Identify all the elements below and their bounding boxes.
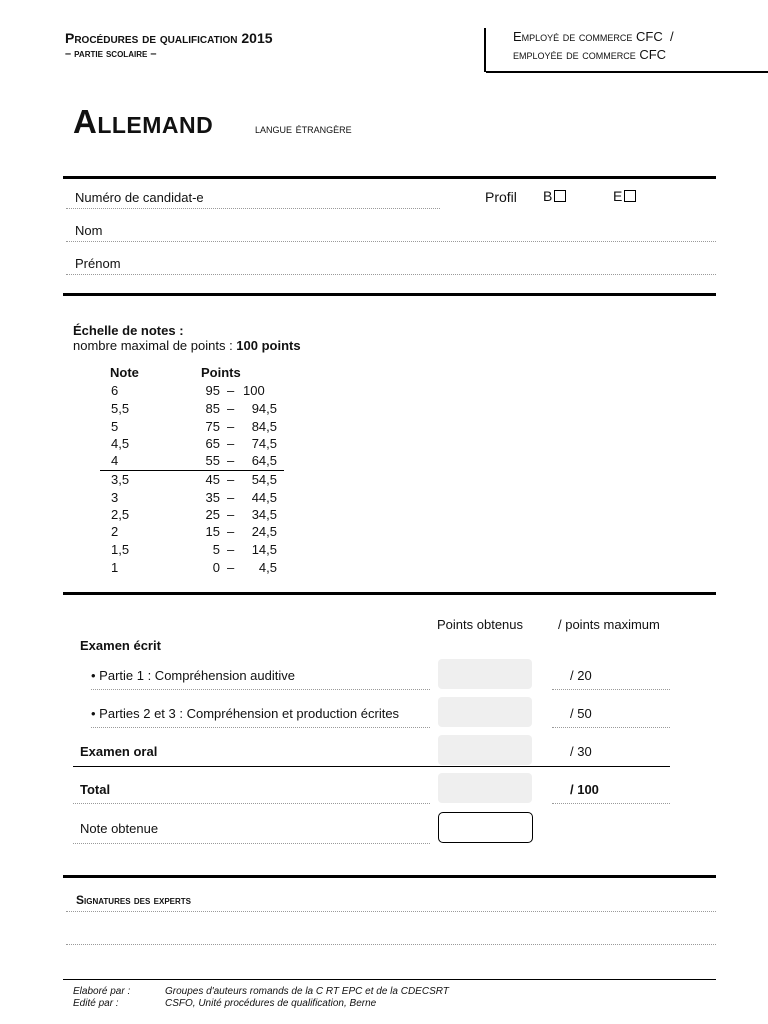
scale-dash: –	[227, 436, 235, 451]
grading-heading: Échelle de notes :	[73, 323, 184, 338]
header-left-subtitle: – partie scolaire –	[65, 48, 157, 60]
scale-note: 3,5	[111, 472, 130, 487]
scale-dash: –	[227, 419, 235, 434]
signatures-heading: Signatures des experts	[76, 893, 191, 907]
scale-dash: –	[227, 542, 235, 557]
document-title: Allemand	[73, 103, 214, 140]
scale-dash: –	[227, 383, 235, 398]
scale-dash: –	[227, 524, 235, 539]
part23-row-line	[91, 727, 430, 728]
grading-max-text: nombre maximal de points :	[73, 338, 237, 353]
col-points-obtained: Points obtenus	[437, 617, 524, 632]
header-bottom-rule	[486, 71, 768, 73]
profil-option-b[interactable]	[543, 188, 566, 204]
grading-max-value: 100 points	[236, 338, 301, 353]
note-obtained-box[interactable]	[438, 812, 533, 843]
signature-line-1[interactable]	[66, 911, 716, 912]
candidate-number-label: Numéro de candidat-e	[75, 190, 204, 205]
scale-note: 4	[111, 453, 119, 468]
nom-label: Nom	[75, 223, 103, 238]
footer-rule	[63, 979, 716, 980]
scale-dash: –	[227, 490, 235, 505]
prenom-field[interactable]	[66, 274, 716, 275]
footer-elabore-value: Groupes d'auteurs romands de la C RT EPC et de la CDECSRT	[165, 986, 449, 997]
scale-note: 5	[111, 419, 119, 434]
prenom-label: Prénom	[75, 256, 121, 271]
part23-max-line	[552, 727, 670, 728]
scale-note: 1,5	[111, 542, 130, 557]
profil-b-checkbox[interactable]	[554, 190, 566, 202]
part23-max: / 50	[570, 706, 592, 721]
nom-field[interactable]	[66, 241, 716, 242]
header-left-title: Procédures de qualification 2015	[65, 30, 273, 46]
scale-points-high: 94,5	[251, 401, 277, 416]
total-separator-rule	[73, 766, 670, 767]
scale-points-high: 84,5	[251, 419, 277, 434]
scale-row-pass-threshold	[100, 453, 284, 471]
part23-points-input[interactable]	[438, 697, 532, 727]
scale-points-high: 44,5	[251, 490, 277, 505]
scale-points-high: 100	[243, 383, 265, 398]
scale-row	[100, 383, 284, 400]
scale-row	[100, 436, 284, 453]
scale-note: 4,5	[111, 436, 130, 451]
profil-option-b-label: B	[543, 188, 553, 204]
scale-dash: –	[227, 507, 235, 522]
scale-points-high: 4,5	[258, 560, 277, 575]
footer-edite-label: Edité par :	[73, 998, 119, 1009]
scale-row	[100, 542, 284, 559]
scale-note: 3	[111, 490, 119, 505]
profil-option-e[interactable]	[613, 188, 636, 204]
scale-dash: –	[227, 472, 235, 487]
part1-label: • Partie 1 : Compréhension auditive	[91, 668, 295, 683]
profil-option-e-label: E	[613, 188, 623, 204]
scale-row	[100, 524, 284, 541]
profil-label: Profil	[485, 189, 517, 205]
scale-points-low: 95	[205, 383, 220, 398]
grading-col-note: Note	[110, 365, 139, 380]
total-points-input[interactable]	[438, 773, 532, 803]
scale-points-low: 75	[205, 419, 220, 434]
scale-dash: –	[227, 453, 235, 468]
scale-note: 5,5	[111, 401, 130, 416]
grading-max-line	[73, 338, 301, 353]
scale-dash: –	[227, 401, 235, 416]
signatures-top-rule	[63, 875, 716, 878]
scale-points-high: 24,5	[251, 524, 277, 539]
scale-points-low: 35	[205, 490, 220, 505]
candidate-top-rule	[63, 176, 716, 179]
candidate-bottom-rule	[63, 293, 716, 296]
grading-col-points: Points	[201, 365, 241, 380]
document-subtitle: langue étrangère	[255, 121, 352, 136]
candidate-number-field[interactable]	[66, 208, 440, 209]
oral-max: / 30	[570, 744, 592, 759]
scale-points-high: 64,5	[251, 453, 277, 468]
note-row-line	[73, 843, 430, 844]
header-right-line1: Employé de commerce CFC /	[513, 29, 674, 44]
written-exam-heading: Examen écrit	[80, 638, 161, 653]
scale-row	[100, 472, 284, 489]
scale-points-high: 14,5	[251, 542, 277, 557]
oral-points-input[interactable]	[438, 735, 532, 765]
scale-points-low: 15	[205, 524, 220, 539]
scale-points-low: 5	[212, 542, 220, 557]
part1-points-input[interactable]	[438, 659, 532, 689]
scale-points-low: 65	[205, 436, 220, 451]
scale-points-low: 85	[205, 401, 220, 416]
scale-points-high: 54,5	[251, 472, 277, 487]
part23-label: • Parties 2 et 3 : Compréhension et production écrites	[91, 706, 400, 721]
scale-note: 1	[111, 560, 119, 575]
scale-row	[100, 401, 284, 418]
scale-row	[100, 560, 284, 577]
profil-e-checkbox[interactable]	[624, 190, 636, 202]
scale-note: 2	[111, 524, 119, 539]
part1-max-line	[552, 689, 670, 690]
scale-points-low: 45	[205, 472, 220, 487]
scale-dash: –	[227, 560, 235, 575]
scale-note: 6	[111, 383, 119, 398]
footer-edite-value: CSFO, Unité procédures de qualification, Berne	[165, 998, 377, 1009]
signature-line-2[interactable]	[66, 944, 716, 945]
scale-points-low: 55	[205, 453, 220, 468]
scale-points-high: 74,5	[251, 436, 277, 451]
part1-row-line	[91, 689, 430, 690]
scale-row	[100, 490, 284, 507]
scale-row	[100, 419, 284, 436]
scale-points-low: 0	[212, 560, 220, 575]
scale-row	[100, 507, 284, 524]
header-divider	[484, 28, 486, 72]
oral-exam-label: Examen oral	[80, 744, 158, 759]
scale-points-low: 25	[205, 507, 220, 522]
footer-elabore-label: Elaboré par :	[73, 986, 131, 997]
exam-top-rule	[63, 592, 716, 595]
total-row-line	[73, 803, 430, 804]
scale-points-high: 34,5	[251, 507, 277, 522]
total-max: / 100	[570, 782, 599, 797]
note-obtained-label: Note obtenue	[80, 821, 159, 836]
total-label: Total	[80, 782, 111, 797]
scale-note: 2,5	[111, 507, 130, 522]
total-max-line	[552, 803, 670, 804]
header-right-line2: employée de commerce CFC	[513, 47, 667, 62]
part1-max: / 20	[570, 668, 592, 683]
col-points-max: / points maximum	[558, 617, 660, 632]
